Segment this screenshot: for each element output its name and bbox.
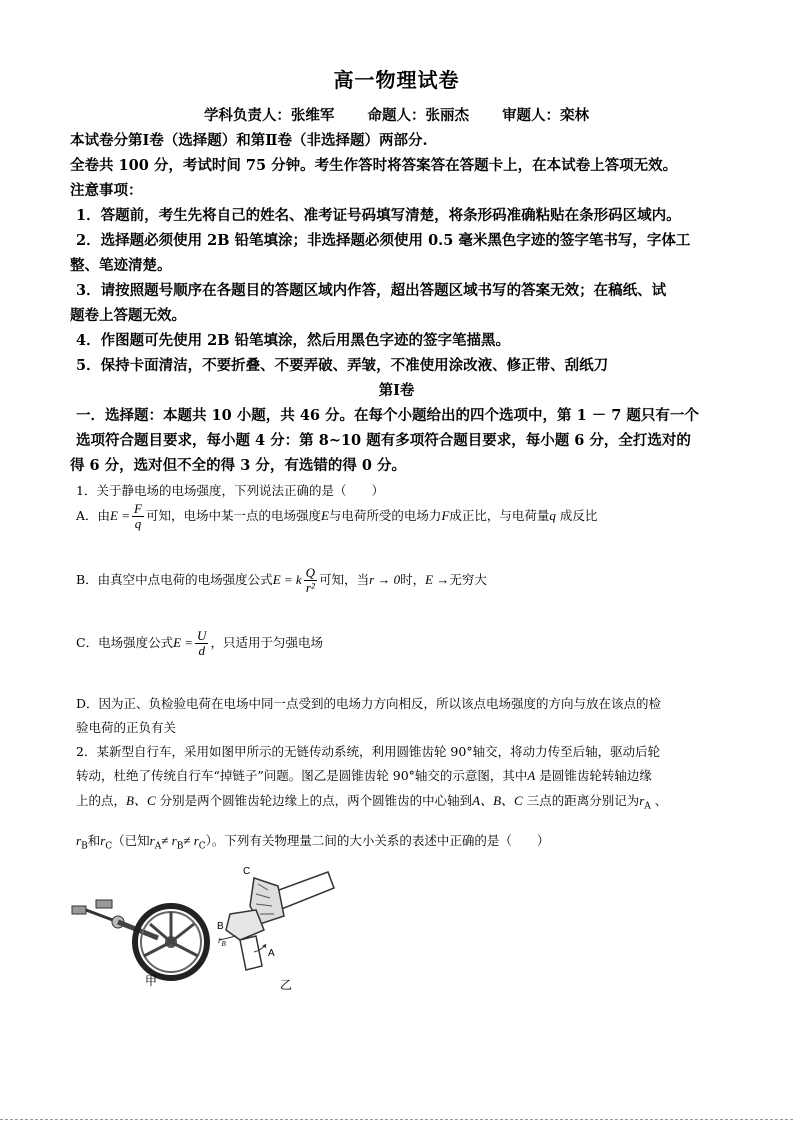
intro-line-2: 全卷共 100 分，考试时间 75 分钟。考生作答时将答案答在答题卡上，在本试卷上答项无效。 (70, 157, 678, 174)
q1-stem: 1．关于静电场的电场强度，下列说法正确的是（ ） (76, 483, 384, 498)
q1-c-eq: E = (173, 635, 194, 650)
part1-line-a: 一．选择题：本题共 10 小题，共 46 分。在每个小题给出的四个选项中，第 1 － 7 题只有一个 (76, 407, 699, 424)
q2-l4-end: ）。下列有关物理量二间的大小关系的表述中正确的是（ ） (205, 833, 550, 848)
reviewer: 审题人：栾林 (502, 107, 590, 124)
figure-jia-bicycle (66, 880, 216, 990)
fig-label-C: C (243, 866, 251, 877)
q2-line-1: 2．某新型自行车，采用如图甲所示的无链传动系统，利用圆锥齿轮 90°轴交，将动力传至后轴，驱动后轮 (76, 744, 661, 759)
page-title: 高一物理试卷 (333, 68, 460, 92)
spoke (144, 942, 171, 956)
q2-l4-rC-sub: C (105, 841, 113, 852)
q2-line-3 (76, 790, 667, 812)
spoke (150, 924, 171, 942)
q1-b-res: E → (425, 572, 450, 587)
q2-l3-a: 上的点， (76, 793, 127, 808)
staff-line (0, 104, 793, 125)
figure-yi-label: 乙 (280, 978, 293, 992)
q1-b-fraction (304, 566, 317, 595)
q1-a-num: F (134, 501, 142, 516)
fig-label-A: A (268, 948, 275, 959)
fig-rB-sub: B (221, 939, 226, 948)
q2-l4-neq1: ≠ r (161, 833, 177, 848)
subject-lead: 学科负责人：张维军 (203, 107, 335, 124)
notice-3a: 3．请按照题号顺序在各题目的答题区域内作答，超出答题区域书写的答案无效；在稿纸、试 (76, 282, 667, 299)
lower-shaft (240, 936, 262, 970)
q2-l2-end: 是圆锥齿轮转轴边缘 (539, 768, 652, 783)
q1-a-eq: E = (110, 508, 130, 523)
fig-label-rB (218, 935, 226, 948)
q1-c-end: ，只适用于匀强电场 (210, 635, 323, 650)
q2-l3-sep: 、 (654, 793, 668, 808)
notice-2a: 2．选择题必须使用 2B 铅笔填涂；非选择题必须使用 0.5 毫米黑色字迹的签字笔书写，字体工 (76, 232, 691, 249)
q2-l4-rB-sub: B (81, 841, 88, 852)
q2-l3-ABC: A、B、C (472, 793, 523, 808)
q2-l3-BC: B、C (126, 793, 156, 808)
fig-label-B: B (217, 921, 224, 932)
part1-line-b: 选项符合题目要求，每小题 4 分：第 8~10 题有多项符合题目要求，每小题 6 分，全打选对的 (76, 432, 691, 449)
q1-b-num: Q (305, 565, 316, 580)
q1-option-a (76, 502, 597, 531)
spoke (171, 942, 198, 956)
q1-option-d-a: D．因为正、负检验电荷在电场中同一点受到的电场力方向相反，所以该点电场强度的方向与放在该点的检 (76, 696, 662, 711)
spoke (171, 924, 194, 942)
notice-heading: 注意事项： (70, 182, 143, 199)
q1-option-d-b: 验电荷的正负有关 (76, 720, 177, 735)
notice-1: 1．答题前，考生先将自己的姓名、准考证号码填写清楚，将条形码准确粘贴在条形码区域内。 (76, 207, 681, 224)
q2-l4-sub2: B (176, 841, 184, 852)
lower-bevel-gear (226, 910, 264, 940)
q2-l3-rA-sub: A (644, 801, 651, 812)
question-setter: 命题人：张丽杰 (367, 107, 469, 124)
q1-b-prefix: B．由真空中点电荷的电场强度公式 (76, 572, 273, 587)
q1-b-cond: r → 0 (369, 572, 401, 587)
notice-3b: 题卷上答题无效。 (70, 307, 186, 324)
q1-c-prefix: C．电场强度公式 (76, 635, 174, 650)
pedal-left (72, 906, 86, 914)
q1-a-mid: 可知，电场中某一点的电场强度 (145, 508, 321, 523)
volume-title: 第Ⅰ卷 (378, 382, 415, 399)
q2-l4-known: （已知 (112, 833, 150, 848)
q2-l2-a: 转动，杜绝了传统自行车“掉链子”问题。图乙是圆锥齿轮 90°轴交的示意图，其中 (76, 768, 528, 783)
q2-l3-c: 三点的距离分别记为 (526, 793, 640, 808)
page-bottom-rule (0, 1119, 793, 1120)
q2-l3-rA: r (639, 793, 645, 808)
q1-option-c (76, 629, 323, 658)
q2-l4-ineq: r (149, 833, 155, 848)
bicycle-rear-wheel (135, 906, 207, 978)
notice-2b: 整、笔迹清楚。 (70, 257, 172, 274)
pedal-right (96, 900, 112, 908)
bicycle-pedal-crank (72, 900, 124, 928)
figure-jia-label: 甲 (145, 974, 158, 988)
intro-line-1: 本试卷分第Ⅰ卷（选择题）和第Ⅱ卷（非选择题）两部分. (70, 132, 428, 149)
q1-a-mid3: 成正比，与电荷量 (449, 508, 550, 523)
q2-line-2 (76, 766, 652, 784)
q2-l2-A: A (527, 768, 536, 783)
q1-c-num: U (197, 628, 207, 643)
fig-rB: r (218, 935, 222, 945)
q1-c-fraction (195, 629, 208, 658)
q1-a-F: F (441, 508, 450, 523)
q2-line-4 (76, 831, 549, 852)
q1-b-eq: E = k (272, 572, 302, 587)
q1-c-den: d (198, 643, 205, 658)
q1-a-end: 成反比 (559, 508, 598, 523)
figure-yi-bevel-gears (210, 866, 340, 976)
q1-b-mid2: 时， (400, 572, 426, 587)
q1-a-prefix: A．由 (76, 508, 111, 523)
notice-4: 4．作图题可先使用 2B 铅笔填涂，然后用黑色字迹的签字笔描黑。 (76, 332, 511, 349)
q1-b-mid: 可知，当 (319, 572, 370, 587)
notice-5: 5．保持卡面清洁，不要折叠、不要弄破、弄皱，不准使用涂改液、修正带、刮纸刀 (76, 357, 609, 374)
q1-a-fraction (132, 502, 144, 531)
q2-l4-sub3: C (198, 841, 206, 852)
q2-l4-sub1: A (154, 841, 162, 852)
q2-l3-b: 分别是两个圆锥齿轮边缘上的点，两个圆锥齿的中心轴到 (159, 793, 473, 808)
part1-line-c: 得 6 分，选对但不全的得 3 分，有选错的得 0 分。 (70, 457, 407, 474)
q1-a-E: E (320, 508, 329, 523)
q2-l4-rC: r (100, 833, 106, 848)
q1-option-b (76, 566, 487, 595)
q1-b-den: r² (305, 580, 315, 595)
q1-a-q: q (549, 508, 556, 523)
q1-a-den: q (134, 516, 142, 531)
q2-l4-rB: r (76, 833, 82, 848)
q1-a-mid2: 与电荷所受的电场力 (328, 508, 442, 523)
q2-l4-neq2: ≠ r (183, 833, 199, 848)
q1-b-end: 无穷大 (449, 572, 487, 587)
q2-l4-and: 和 (87, 833, 101, 848)
